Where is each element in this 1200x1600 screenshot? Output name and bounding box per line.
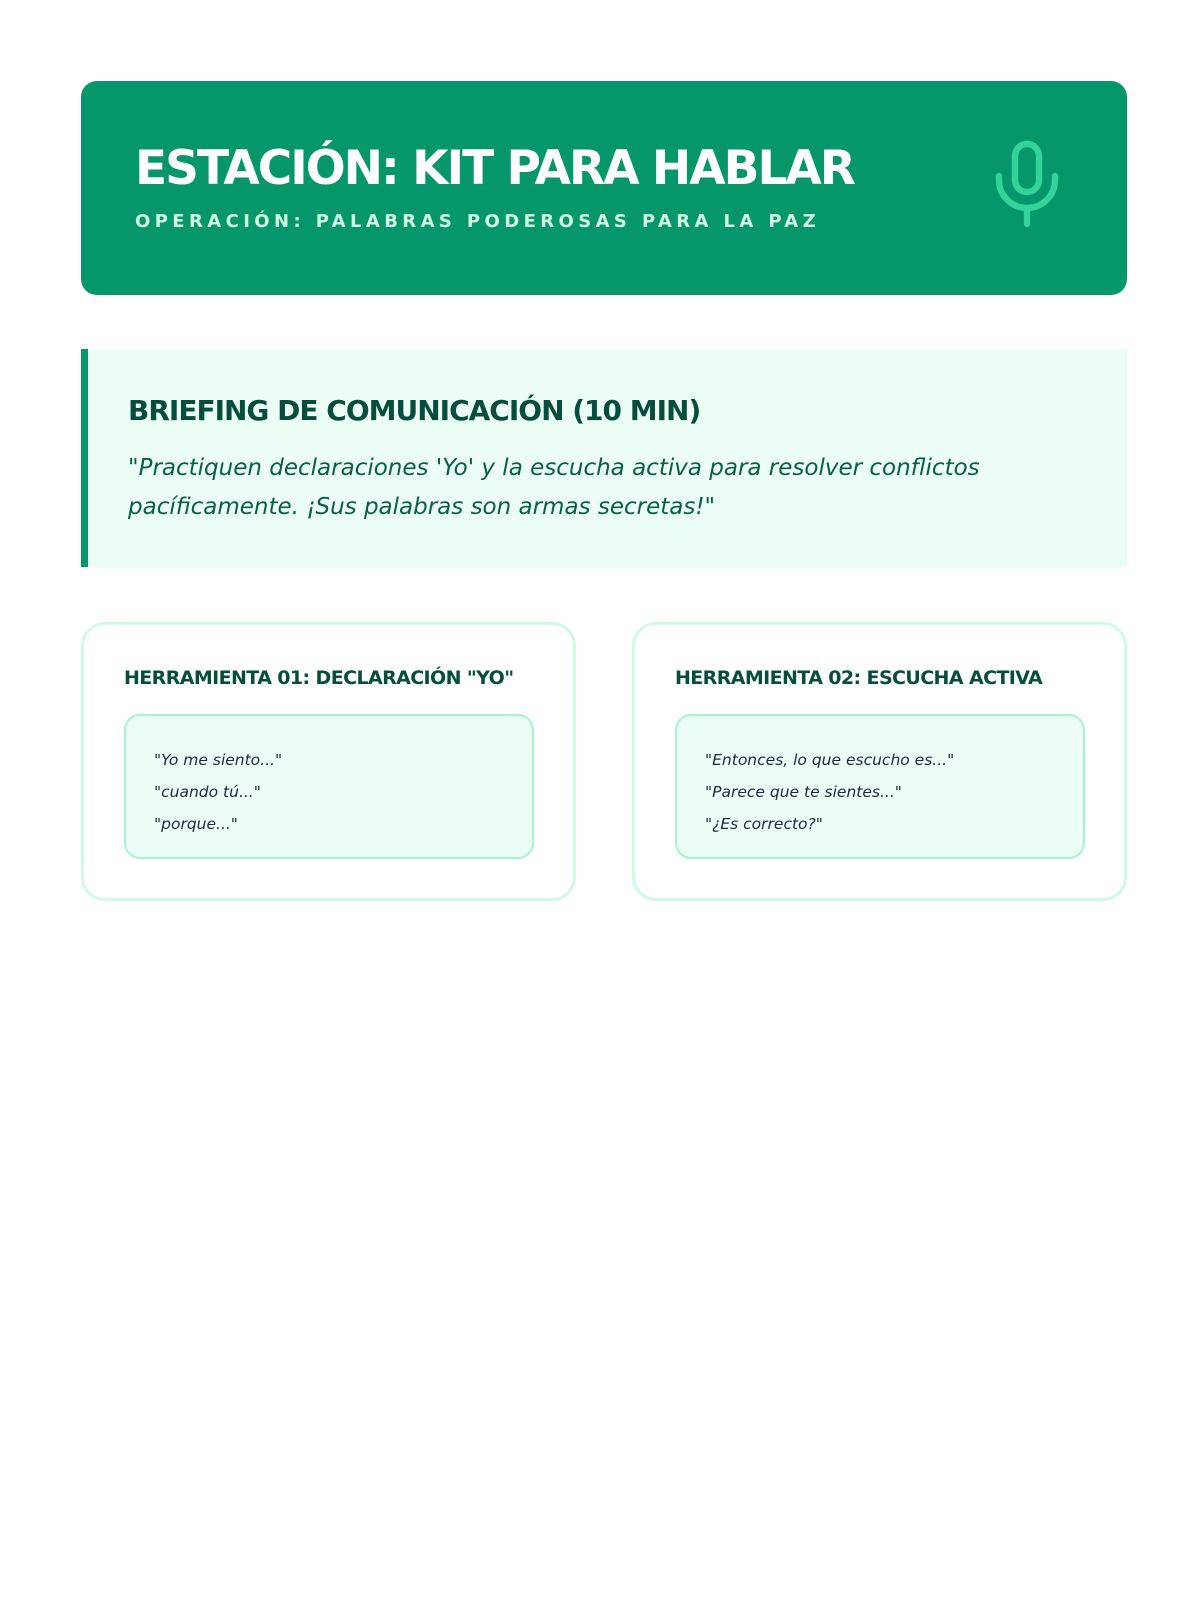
phrase-list <box>705 744 1083 840</box>
tool-card-active-listening <box>632 622 1127 901</box>
briefing-panel <box>81 349 1127 567</box>
phrase-item: "¿Es correcto?" <box>705 815 823 833</box>
header-banner <box>81 81 1127 295</box>
phrase-item: "Yo me siento..." <box>154 751 283 769</box>
tool-title: HERRAMIENTA 01: DECLARACIÓN "YO" <box>124 667 514 689</box>
phrase-item: "Parece que te sientes..." <box>705 783 902 801</box>
briefing-quote: "Practiquen declaraciones 'Yo' y la escucha activa para resolver conflictos pacíficamente. ¡Sus palabras son armas secretas!" <box>128 455 980 520</box>
page-title: ESTACIÓN: KIT PARA HABLAR <box>135 141 854 196</box>
page-subtitle: OPERACIÓN: PALABRAS PODEROSAS PARA LA PAZ <box>135 211 821 232</box>
briefing-title: BRIEFING DE COMUNICACIÓN (10 MIN) <box>128 394 701 427</box>
phrase-item: "cuando tú..." <box>154 783 261 801</box>
phrase-list <box>154 744 532 840</box>
phrase-box <box>675 714 1085 859</box>
phrase-box <box>124 714 534 859</box>
tool-title: HERRAMIENTA 02: ESCUCHA ACTIVA <box>675 667 1043 689</box>
phrase-item: "Entonces, lo que escucho es..." <box>705 751 955 769</box>
phrase-item: "porque..." <box>154 815 238 833</box>
microphone-icon <box>979 136 1075 232</box>
tool-card-yo-statement <box>81 622 576 901</box>
